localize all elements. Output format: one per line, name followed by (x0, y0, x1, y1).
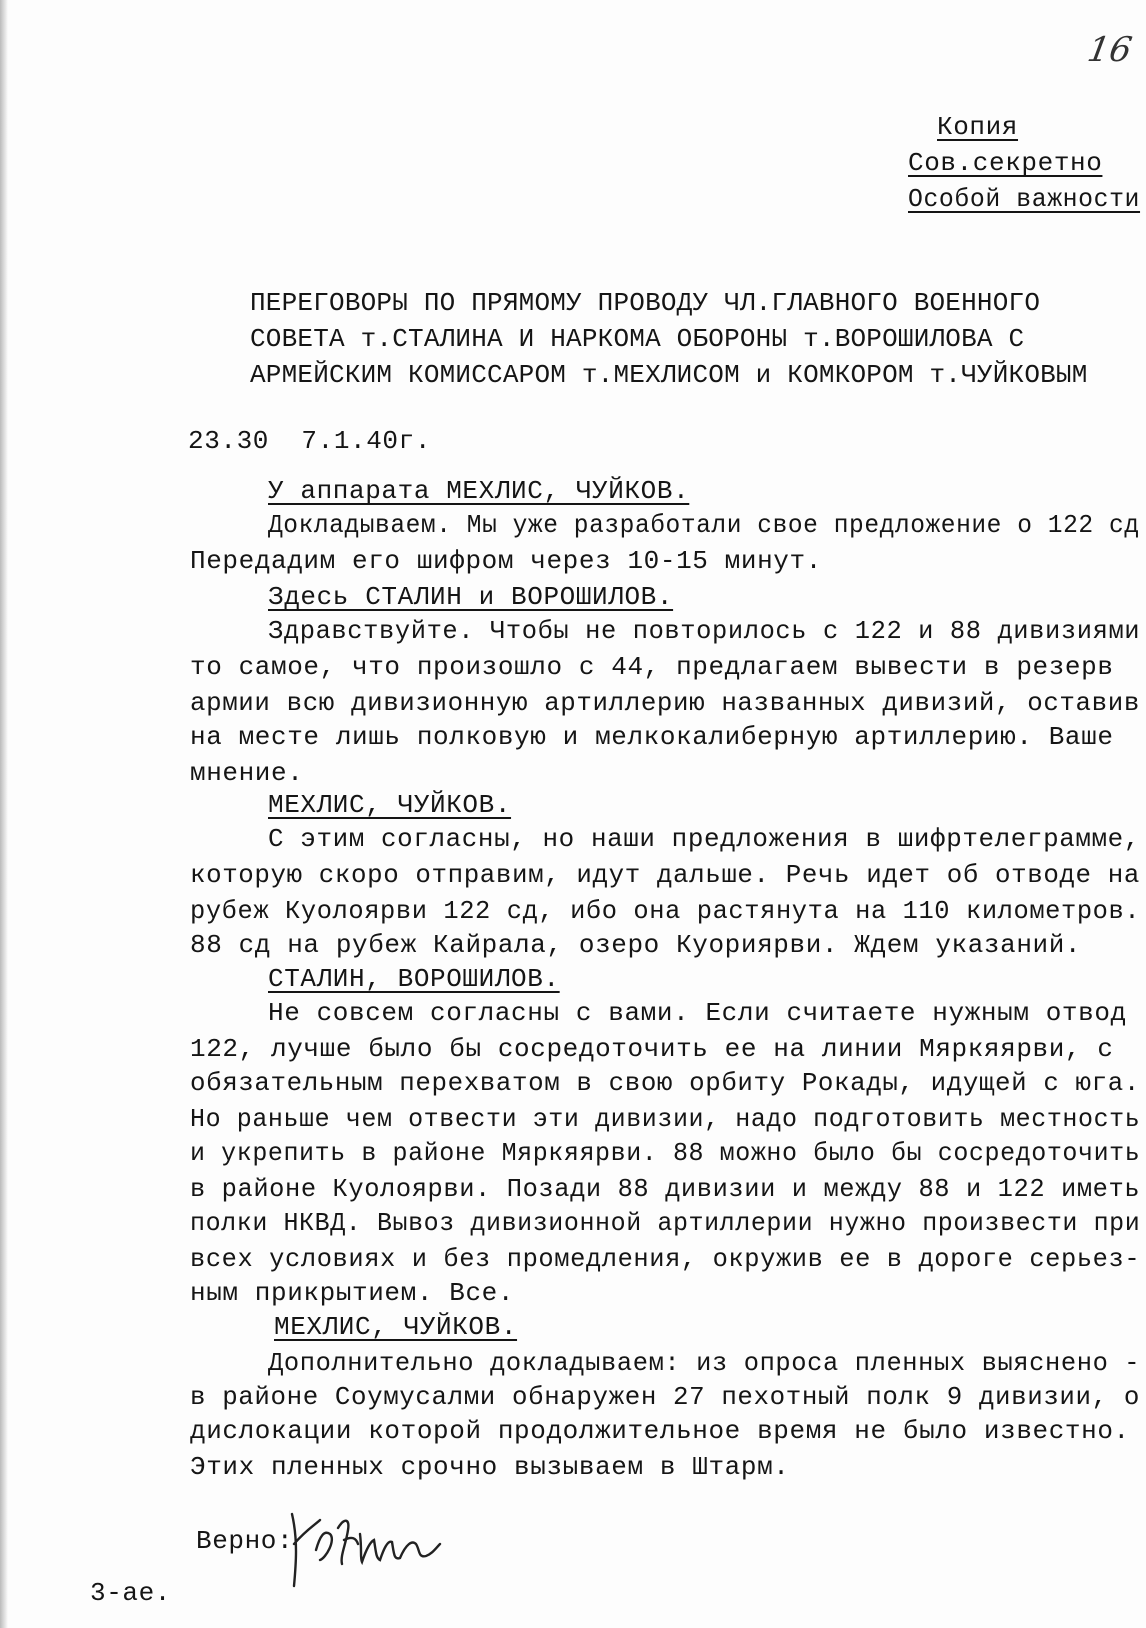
text-line: на месте лишь полковую и мелкокалиберную артиллерию. Ваше (190, 722, 1114, 752)
stamp-top-secret: Сов.секретно (908, 148, 1103, 178)
document-date: 23.30 7.1.40г. (188, 426, 432, 456)
document-title-line-1: ПЕРЕГОВОРЫ ПО ПРЯМОМУ ПРОВОДУ ЧЛ.ГЛАВНОГО ВОЕННОГО (250, 288, 1041, 318)
text-line: Этих пленных срочно вызываем в Штарм. (190, 1452, 790, 1482)
speaker-heading: СТАЛИН, ВОРОШИЛОВ. (268, 964, 560, 994)
text-line: то самое, что произошло с 44, предлагаем вывести в резерв (190, 652, 1114, 682)
text-line: 122, лучше было бы сосредоточить ее на линии Мяркяярви, с (190, 1034, 1114, 1064)
document-title-line-2: СОВЕТА т.СТАЛИНА И НАРКОМА ОБОРОНЫ т.ВОРОШИЛОВА С (250, 324, 1025, 354)
text-line: обязательным перехватом в свою орбиту Рокады, идущей с юга. (190, 1068, 1140, 1098)
speaker-heading: МЕХЛИС, ЧУЙКОВ. (268, 790, 512, 820)
scan-edge (0, 0, 8, 1628)
stamp-special-importance: Особой важности (908, 184, 1141, 214)
text-line: полки НКВД. Вывоз дивизионной артиллерии нужно произвести при (190, 1208, 1141, 1238)
text-line: Здравствуйте. Чтобы не повторилось с 122 и 88 дивизиями (268, 616, 1141, 646)
stamp-copy: Копия (937, 112, 1019, 142)
text-line: в районе Куолоярви. Позади 88 дивизии и между 88 и 122 иметь (190, 1174, 1141, 1204)
text-line: Не совсем согласны с вами. Если считаете нужным отвод (268, 998, 1127, 1028)
text-line: С этим согласны, но наши предложения в шифртелеграмме, (268, 824, 1140, 854)
document-title-line-3: АРМЕЙСКИМ КОМИССАРОМ т.МЕХЛИСОМ и КОМКОРОМ т.ЧУЙКОВЫМ (250, 360, 1088, 390)
text-line: дислокации которой продолжительное время не было известно. (190, 1416, 1130, 1446)
text-line: и укрепить в районе Мяркяярви. 88 можно было бы сосредоточить (190, 1138, 1141, 1168)
text-line: ным прикрытием. Все. (190, 1278, 515, 1308)
speaker-heading: МЕХЛИС, ЧУЙКОВ. (274, 1312, 518, 1342)
text-line: армии всю дивизионную артиллерию названных дивизий, оставив (190, 688, 1140, 718)
text-line: 88 сд на рубеж Кайрала, озеро Куориярви. Ждем указаний. (190, 930, 1082, 960)
text-line: рубеж Куолоярви 122 сд, ибо она растянута на 110 километров. (190, 896, 1141, 926)
text-line: в районе Соумусалми обнаружен 27 пехотный полк 9 дивизии, о (190, 1382, 1140, 1412)
text-line: Но раньше чем отвести эти дивизии, надо подготовить местность (190, 1104, 1141, 1134)
speaker-heading: У аппарата МЕХЛИС, ЧУЙКОВ. (268, 476, 690, 506)
verified-label: Верно: (196, 1526, 294, 1556)
copy-number: 3-ае. (90, 1578, 172, 1608)
text-line: Передадим его шифром через 10-15 минут. (190, 546, 822, 576)
text-line: Дополнительно докладываем: из опроса пленных выяснено - (268, 1348, 1141, 1378)
handwritten-signature (286, 1500, 446, 1590)
page-number: 16 (1084, 30, 1135, 70)
text-line: мнение. (190, 758, 304, 788)
text-line: которую скоро отправим, идут дальше. Речь идет об отводе на (190, 860, 1140, 890)
speaker-heading: Здесь СТАЛИН и ВОРОШИЛОВ. (268, 582, 674, 612)
text-line: всех условиях и без промедления, окружив ее в дороге серьез- (190, 1244, 1141, 1274)
text-line: Докладываем. Мы уже разработали свое предложение о 122 сд (268, 510, 1140, 540)
